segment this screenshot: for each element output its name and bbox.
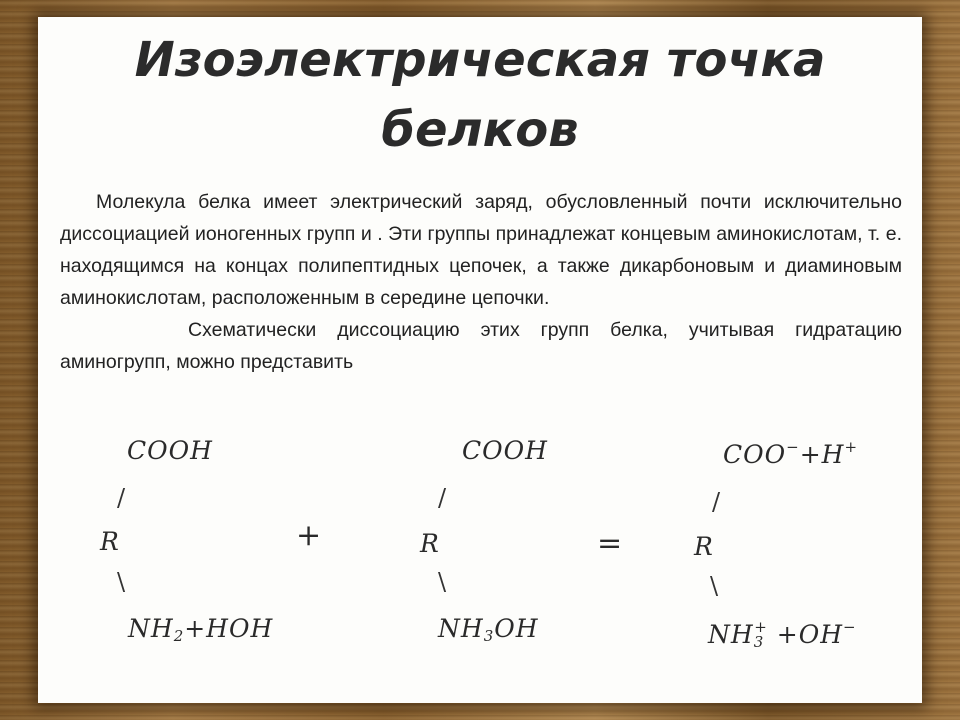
- slide-title-line1: Изоэлектрическая точка: [134, 32, 826, 88]
- formula-right-r: R: [694, 532, 714, 561]
- body-text: [60, 186, 902, 378]
- formula-middle-cooh: COOH: [462, 436, 548, 465]
- formula-right-carboxylate: COO−+H+: [723, 438, 859, 469]
- paragraph-2: Схематически диссоциацию этих групп белка, учитывая гидратацию аминогрупп, можно представить: [60, 319, 902, 373]
- slide-title-line2: белков: [381, 102, 579, 158]
- formula-left-cooh: COOH: [127, 436, 213, 465]
- formula-left-amine: $NH_2+HOH$: [128, 614, 274, 645]
- formula-right-bond-down: \: [710, 572, 719, 600]
- formula-left-r: R: [100, 527, 120, 556]
- formula-middle-ammonium: $NH_3OH$: [438, 614, 539, 645]
- formula-left-bond-up: /: [117, 484, 126, 512]
- equals-operator: =: [597, 526, 623, 561]
- plus-operator: +: [296, 518, 322, 553]
- paragraph-1: Молекула белка имеет электрический заряд, обусловленный почти исключительно диссоциацией ионогенных групп и . Эти группы принадлежат концевым аминокислотам, т. е. находящимся на концах полипептидных цепочек, а также дикарбоновым и диаминовым аминокислотам, расположенным в середине цепочки.: [60, 191, 902, 309]
- formula-middle-bond-up: /: [438, 484, 447, 512]
- formula-middle-r: R: [420, 529, 440, 558]
- formula-right-ammonium: $NH_3^+ +OH^-$: [708, 618, 857, 651]
- formula-right-bond-up: /: [712, 488, 721, 516]
- formula-left-bond-down: \: [117, 568, 126, 596]
- formula-middle-bond-down: \: [438, 568, 447, 596]
